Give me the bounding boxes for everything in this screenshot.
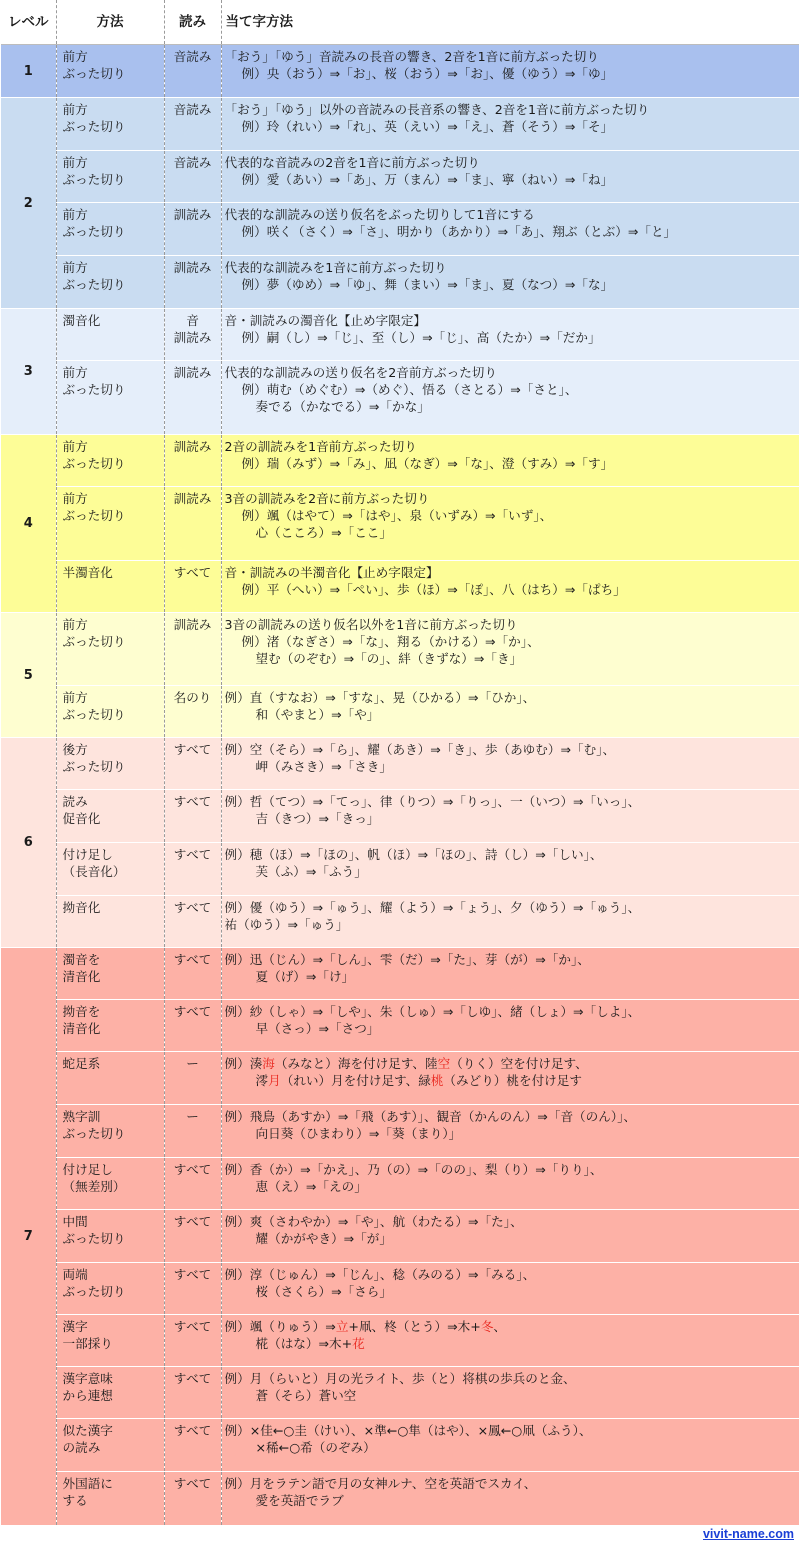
table-row: [1, 738, 799, 790]
reading-cell: [164, 1000, 221, 1052]
description-line: [225, 1072, 800, 1089]
reading-cell: [164, 151, 221, 203]
description-cell: [221, 203, 799, 256]
method-cell: [56, 738, 164, 790]
method-cell: [56, 948, 164, 1000]
description-cell: [221, 487, 799, 561]
method-line: 蛇足系: [62, 1056, 101, 1071]
method-cell: [56, 1367, 164, 1419]
description-cell: [221, 686, 799, 738]
reading-cell: [164, 435, 221, 487]
description-cell: [221, 1105, 799, 1158]
header-method: 方法: [56, 0, 164, 45]
method-line: 前方: [62, 365, 88, 380]
table-row: [1, 45, 799, 98]
method-line: ぶった切り: [62, 1231, 126, 1246]
description-line: 祐（ゆう）⇒「ゅう」: [224, 917, 349, 932]
description-cell: [221, 151, 799, 203]
description-line: 例）直（すなお）⇒「すな」、晃（ひかる）⇒「ひか」、: [224, 690, 536, 705]
method-cell: [56, 1105, 164, 1158]
table-row: [1, 203, 799, 256]
description-fragment: （りく）空を付け足す、: [450, 1056, 588, 1071]
description-line: 例）優（ゆう）⇒「ゅう」、耀（よう）⇒「ょう」、夕（ゆう）⇒「ゅう」、: [224, 900, 641, 915]
reading-line: すべて: [173, 1319, 212, 1334]
reading-line: すべて: [173, 952, 212, 967]
method-line: ぶった切り: [62, 1284, 126, 1299]
description-fragment: 月: [268, 1073, 281, 1088]
method-cell: [56, 1210, 164, 1263]
method-cell: [56, 1000, 164, 1052]
table-row: [1, 256, 799, 309]
description-line: 2音の訓読みを1音前方ぶった切り: [224, 439, 417, 454]
description-cell: [221, 435, 799, 487]
method-line: ぶった切り: [62, 508, 126, 523]
description-cell: [221, 738, 799, 790]
reading-line: すべて: [173, 1476, 212, 1491]
description-line: 例）央（おう）⇒「お」、桜（おう）⇒「お」、優（ゆう）⇒「ゆ」: [241, 66, 614, 81]
reading-cell: [164, 948, 221, 1000]
method-line: 清音化: [62, 969, 101, 984]
table-row: [1, 1210, 799, 1263]
method-cell: [56, 361, 164, 435]
description-line: 音・訓読みの半濁音化【止め字限定】: [224, 565, 439, 580]
table-row: [1, 1263, 799, 1315]
table-row: [1, 487, 799, 561]
reading-cell: [164, 256, 221, 309]
method-line: の読み: [62, 1440, 101, 1455]
reading-cell: [164, 203, 221, 256]
kanji-table: [1, 0, 799, 1525]
reading-cell: [164, 1263, 221, 1315]
method-cell: [56, 98, 164, 151]
description-line: 例）夢（ゆめ）⇒「ゆ」、舞（まい）⇒「ま」、夏（なつ）⇒「な」: [241, 277, 614, 292]
level-cell: 3: [1, 309, 56, 435]
method-line: 前方: [62, 49, 88, 64]
method-line: 外国語に: [62, 1476, 113, 1491]
reading-line: すべて: [173, 1423, 212, 1438]
reading-line: 訓読み: [173, 260, 212, 275]
description-line: 代表的な訓読みを1音に前方ぶった切り: [224, 260, 447, 275]
description-line: ×稀←○希（のぞみ）: [255, 1440, 376, 1455]
description-cell: [221, 561, 799, 613]
reading-line: 音読み: [173, 49, 212, 64]
method-line: 前方: [62, 439, 88, 454]
description-line: 例）淳（じゅん）⇒「じん」、稔（みのる）⇒「みる」、: [224, 1267, 536, 1282]
description-cell: [221, 45, 799, 98]
reading-cell: [164, 896, 221, 948]
reading-cell: [164, 561, 221, 613]
method-line: （無差別）: [62, 1179, 126, 1194]
description-line: 例）飛鳥（あすか）⇒「飛（あす）」、観音（かんのん）⇒「音（のん）」、: [224, 1109, 636, 1124]
description-cell: [221, 361, 799, 435]
reading-line: 訓読み: [173, 439, 212, 454]
reading-cell: [164, 309, 221, 361]
description-line: 例）平（へい）⇒「ぺい」、歩（ほ）⇒「ぽ」、八（はち）⇒「ぱち」: [241, 582, 626, 597]
level-cell: 7: [1, 948, 56, 1525]
description-line: 愛を英語でラブ: [255, 1493, 344, 1508]
reading-cell: [164, 1210, 221, 1263]
description-cell: [221, 1263, 799, 1315]
method-cell: [56, 1472, 164, 1525]
description-cell: [221, 896, 799, 948]
method-cell: [56, 203, 164, 256]
description-line: [225, 1055, 800, 1072]
method-cell: [56, 686, 164, 738]
description-line: 例）渚（なぎさ）⇒「な」、翔る（かける）⇒「か」、: [241, 634, 540, 649]
description-cell: [221, 309, 799, 361]
description-cell: [221, 843, 799, 896]
description-line: 耀（かがやき）⇒「が」: [255, 1231, 392, 1246]
level-cell: 1: [1, 45, 56, 98]
reading-line: すべて: [173, 1267, 212, 1282]
table-row: [1, 948, 799, 1000]
method-cell: [56, 896, 164, 948]
table-row: [1, 151, 799, 203]
reading-cell: [164, 361, 221, 435]
method-line: 拗音を: [62, 1004, 101, 1019]
reading-line: 音読み: [173, 155, 212, 170]
description-cell: [221, 1419, 799, 1472]
method-line: ぶった切り: [62, 66, 126, 81]
description-line: 例）迅（じん）⇒「しん」、雫（だ）⇒「た」、芽（が）⇒「か」、: [224, 952, 590, 967]
description-cell: [221, 1315, 799, 1367]
description-cell: [221, 98, 799, 151]
description-line: 例）嗣（し）⇒「じ」、至（し）⇒「じ」、高（たか）⇒「だか」: [241, 330, 601, 345]
method-line: 漢字意味: [62, 1371, 113, 1386]
description-fragment: （みなと）海を付け足す、陸: [274, 1056, 438, 1071]
method-cell: [56, 151, 164, 203]
level-cell: 2: [1, 98, 56, 309]
table-row: [1, 1472, 799, 1525]
reading-line: すべて: [173, 1371, 212, 1386]
method-line: 促音化: [62, 811, 101, 826]
method-cell: [56, 790, 164, 843]
reading-line: すべて: [173, 742, 212, 757]
description-cell: [221, 1210, 799, 1263]
description-fragment: 立: [335, 1319, 349, 1334]
table-row: [1, 1105, 799, 1158]
method-line: 前方: [62, 207, 88, 222]
reading-line: すべて: [173, 1162, 212, 1177]
table-row: [1, 1052, 799, 1105]
description-line: 例）萌む（めぐむ）⇒（めぐ）、悟る（さとる）⇒「さと」、: [241, 382, 578, 397]
description-cell: [221, 1000, 799, 1052]
table-row: [1, 98, 799, 151]
method-line: ぶった切り: [62, 456, 126, 471]
description-cell: [221, 256, 799, 309]
table-row: [1, 309, 799, 361]
description-line: 桜（さくら）⇒「さら」: [255, 1284, 392, 1299]
reading-line: 名のり: [173, 690, 212, 705]
reading-line: ー: [186, 1109, 199, 1124]
level-cell: 6: [1, 738, 56, 948]
description-line: [225, 1318, 800, 1335]
description-fragment: 椛（はな）⇒木+: [255, 1336, 353, 1351]
description-cell: [221, 613, 799, 686]
description-line: 早（さっ）⇒「さつ」: [255, 1021, 380, 1036]
table-row: [1, 435, 799, 487]
reading-cell: [164, 1419, 221, 1472]
reading-line: 訓読み: [173, 491, 212, 506]
method-line: 濁音を: [62, 952, 101, 967]
method-line: 読み: [62, 794, 88, 809]
table-row: [1, 361, 799, 435]
method-cell: [56, 843, 164, 896]
description-line: 代表的な音読みの2音を1音に前方ぶった切り: [224, 155, 480, 170]
description-cell: [221, 1472, 799, 1525]
description-cell: [221, 1367, 799, 1419]
table-row: [1, 1315, 799, 1367]
reading-line: 訓読み: [173, 617, 212, 632]
description-fragment: （れい）月を付け足す、緑: [280, 1073, 431, 1088]
method-cell: [56, 1158, 164, 1210]
reading-line: 音読み: [173, 102, 212, 117]
description-fragment: 冬: [480, 1319, 494, 1334]
table-row: [1, 896, 799, 948]
method-line: 両端: [62, 1267, 88, 1282]
reading-cell: [164, 843, 221, 896]
reading-cell: [164, 790, 221, 843]
description-line: 奏でる（かなでる）⇒「かな」: [255, 399, 430, 414]
description-line: 芙（ふ）⇒「ふう」: [255, 864, 367, 879]
method-line: ぶった切り: [62, 277, 126, 292]
reading-line: すべて: [173, 794, 212, 809]
method-line: 半濁音化: [62, 565, 113, 580]
reading-cell: [164, 98, 221, 151]
table-body: [1, 45, 799, 1525]
method-line: 前方: [62, 102, 88, 117]
reading-cell: [164, 1367, 221, 1419]
reading-line: 訓読み: [173, 365, 212, 380]
description-cell: [221, 790, 799, 843]
method-cell: [56, 256, 164, 309]
reading-line: 訓読み: [173, 330, 212, 345]
description-line: 蒼（そら）蒼い空: [255, 1388, 357, 1403]
method-line: 前方: [62, 690, 88, 705]
reading-line: 訓読み: [173, 207, 212, 222]
method-line: 濁音化: [62, 313, 101, 328]
table-row: [1, 613, 799, 686]
reading-cell: [164, 738, 221, 790]
description-line: 心（こころ）⇒「ここ」: [255, 525, 392, 540]
description-fragment: 桃: [430, 1073, 444, 1088]
description-fragment: 、: [493, 1319, 507, 1334]
description-line: 例）颯（はやて）⇒「はや」、泉（いずみ）⇒「いず」、: [241, 508, 553, 523]
description-line: 例）玲（れい）⇒「れ」、英（えい）⇒「え」、蒼（そう）⇒「そ」: [241, 119, 614, 134]
header-row: [1, 0, 799, 45]
description-line: 例）愛（あい）⇒「あ」、万（まん）⇒「ま」、寧（ねい）⇒「ね」: [241, 172, 614, 187]
reading-line: すべて: [173, 847, 212, 862]
reading-line: すべて: [173, 565, 212, 580]
description-fragment: （みどり）桃を付け足す: [443, 1073, 582, 1088]
description-line: 音・訓読みの濁音化【止め字限定】: [224, 313, 426, 328]
method-line: ぶった切り: [62, 119, 126, 134]
reading-cell: [164, 1315, 221, 1367]
table-row: [1, 1000, 799, 1052]
description-fragment: 澪: [255, 1073, 269, 1088]
description-line: 代表的な訓読みの送り仮名を2音前方ぶった切り: [224, 365, 497, 380]
reading-cell: [164, 1158, 221, 1210]
reading-cell: [164, 1472, 221, 1525]
description-line: 岬（みさき）⇒「さき」: [255, 759, 392, 774]
reading-cell: [164, 45, 221, 98]
description-line: 例）瑞（みず）⇒「み」、凪（なぎ）⇒「な」、澄（すみ）⇒「す」: [241, 456, 614, 471]
description-line: 恵（え）⇒「えの」: [255, 1179, 367, 1194]
description-line: 例）×佳←○圭（けい）、×準←○隼（はや）、×鳳←○凧（ふう）、: [224, 1423, 592, 1438]
description-line: 夏（げ）⇒「け」: [255, 969, 355, 984]
description-fragment: 例）湊: [224, 1056, 263, 1071]
method-line: 中間: [62, 1214, 88, 1229]
method-line: ぶった切り: [62, 1126, 126, 1141]
reading-cell: [164, 1052, 221, 1105]
method-line: 後方: [62, 742, 88, 757]
method-line: から連想: [62, 1388, 113, 1403]
level-cell: 5: [1, 613, 56, 738]
method-cell: [56, 45, 164, 98]
description-line: 例）香（か）⇒「かえ」、乃（の）⇒「のの」、梨（り）⇒「りり」、: [224, 1162, 603, 1177]
reading-cell: [164, 686, 221, 738]
method-line: 熟字訓: [62, 1109, 101, 1124]
method-cell: [56, 1419, 164, 1472]
description-line: 「おう」「ゆう」以外の音読みの長音系の響き、2音を1音に前方ぶった切り: [224, 102, 650, 117]
method-line: 前方: [62, 617, 88, 632]
description-line: 3音の訓読みの送り仮名以外を1音に前方ぶった切り: [224, 617, 518, 632]
method-line: （長音化）: [62, 864, 126, 879]
method-line: 一部採り: [62, 1336, 113, 1351]
method-line: ぶった切り: [62, 172, 126, 187]
reading-cell: [164, 487, 221, 561]
method-line: 漢字: [62, 1319, 88, 1334]
description-fragment: 例）颯（りゅう）⇒: [224, 1319, 336, 1334]
method-cell: [56, 561, 164, 613]
header-reading: 読み: [164, 0, 221, 45]
description-cell: [221, 948, 799, 1000]
reading-cell: [164, 613, 221, 686]
description-fragment: 花: [352, 1336, 365, 1351]
level-cell: 4: [1, 435, 56, 613]
site-credit-link[interactable]: vivit-name.com: [702, 1527, 794, 1541]
description-line: 吉（きつ）⇒「きっ」: [255, 811, 380, 826]
table-row: [1, 790, 799, 843]
description-line: 望む（のぞむ）⇒「の」、絆（きずな）⇒「き」: [255, 651, 523, 666]
method-cell: [56, 1315, 164, 1367]
description-line: 例）紗（しゃ）⇒「しや」、朱（しゅ）⇒「しゆ」、緒（しょ）⇒「しよ」、: [224, 1004, 641, 1019]
method-line: ぶった切り: [62, 759, 126, 774]
table-row: [1, 843, 799, 896]
reading-line: ー: [186, 1056, 199, 1071]
method-line: 前方: [62, 260, 88, 275]
method-line: 清音化: [62, 1021, 101, 1036]
reading-line: すべて: [173, 1214, 212, 1229]
method-cell: [56, 1052, 164, 1105]
header-level: レベル: [1, 0, 56, 45]
description-line: 例）月（らいと）月の光ライト、歩（と）将棋の歩兵のと金、: [224, 1371, 576, 1386]
method-line: 前方: [62, 155, 88, 170]
description-cell: [221, 1052, 799, 1105]
description-line: 3音の訓読みを2音に前方ぶった切り: [224, 491, 430, 506]
method-line: ぶった切り: [62, 634, 126, 649]
description-line: 例）哲（てつ）⇒「てっ」、律（りつ）⇒「りっ」、一（いつ）⇒「いっ」、: [224, 794, 641, 809]
reading-line: すべて: [173, 900, 212, 915]
method-cell: [56, 613, 164, 686]
table-row: [1, 1158, 799, 1210]
description-line: 例）爽（さわやか）⇒「や」、航（わたる）⇒「た」、: [224, 1214, 523, 1229]
method-line: 前方: [62, 491, 88, 506]
reading-cell: [164, 1105, 221, 1158]
description-line: 例）月をラテン語で月の女神ルナ、空を英語でスカイ、: [224, 1476, 537, 1491]
method-line: ぶった切り: [62, 382, 126, 397]
description-line: 「おう」「ゆう」音読みの長音の響き、2音を1音に前方ぶった切り: [224, 49, 599, 64]
description-cell: [221, 1158, 799, 1210]
method-line: する: [62, 1493, 88, 1508]
method-line: ぶった切り: [62, 224, 126, 239]
header-ateji-method: 当て字方法: [221, 0, 799, 45]
description-fragment: 海: [262, 1056, 275, 1071]
reading-line: すべて: [173, 1004, 212, 1019]
method-cell: [56, 487, 164, 561]
table-row: [1, 1367, 799, 1419]
reading-line: 音: [186, 313, 199, 328]
method-line: 付け足し: [62, 1162, 113, 1177]
table-row: [1, 686, 799, 738]
method-line: 拗音化: [62, 900, 101, 915]
method-cell: [56, 435, 164, 487]
method-line: 付け足し: [62, 847, 113, 862]
description-line: 代表的な訓読みの送り仮名をぶった切りして1音にする: [224, 207, 535, 222]
table-row: [1, 1419, 799, 1472]
description-line: 例）咲く（さく）⇒「さ」、明かり（あかり）⇒「あ」、翔ぶ（とぶ）⇒「と」: [241, 224, 677, 239]
description-line: 例）穂（ほ）⇒「ほの」、帆（ほ）⇒「ほの」、詩（し）⇒「しい」、: [224, 847, 603, 862]
table-row: [1, 561, 799, 613]
method-line: ぶった切り: [62, 707, 126, 722]
method-cell: [56, 1263, 164, 1315]
description-line: 和（やまと）⇒「や」: [255, 707, 380, 722]
method-line: 似た漢字: [62, 1423, 113, 1438]
description-fragment: 空: [437, 1056, 451, 1071]
method-cell: [56, 309, 164, 361]
description-line: [225, 1335, 800, 1352]
description-line: 向日葵（ひまわり）⇒「葵（まり）」: [255, 1126, 462, 1141]
description-line: 例）空（そら）⇒「ら」、耀（あき）⇒「き」、歩（あゆむ）⇒「む」、: [224, 742, 616, 757]
description-fragment: +凧、柊（とう）⇒木+: [348, 1319, 481, 1334]
